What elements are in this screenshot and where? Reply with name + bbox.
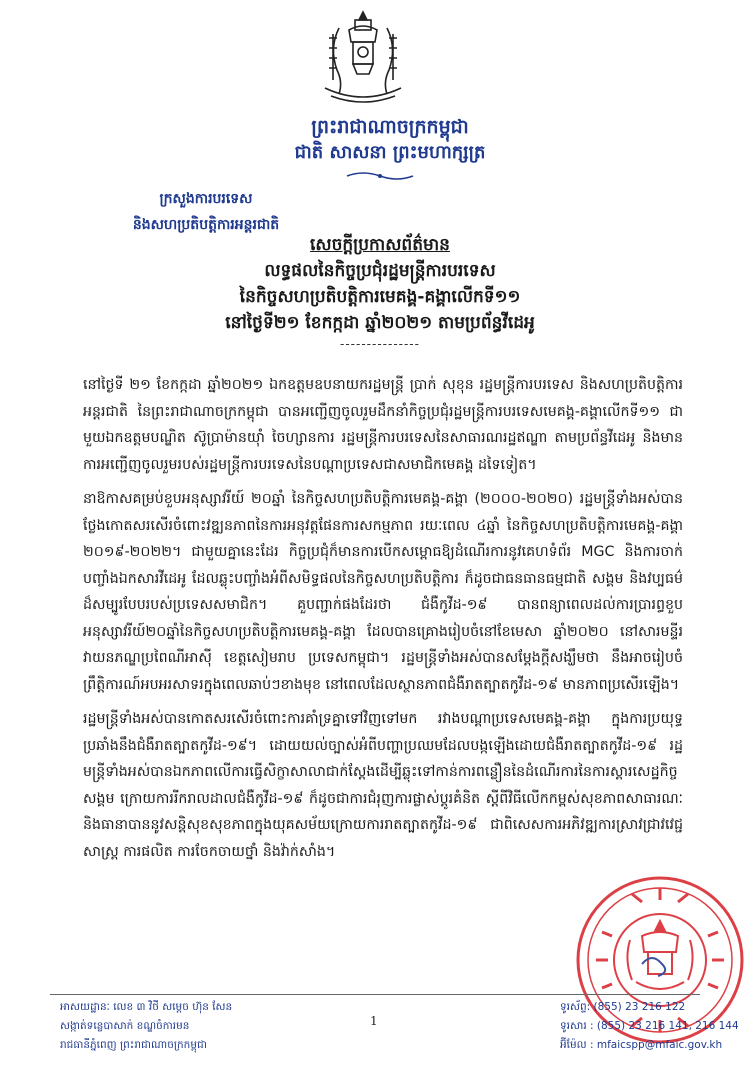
footer-divider [50, 994, 700, 995]
paragraph-1: នៅថ្ងៃទី ២១ ខែកក្កដា ឆ្នាំ២០២១ ឯកឧត្តមឧបនាយករដ្ឋមន្ត្រី ប្រាក់ សុខុន រដ្ឋមន្ត្រីការបរទេស និងសហប្រតិបត្តិការអន្តរជាតិ នៃព្រះរាជាណាចក្រកម្ពុជា បានអញ្ជើញចូលរួមដឹកនាំកិច្ចប្រជុំរដ្ឋមន្ត្រីការបរទេសមេគង្គ-គង្គាលើកទី១១ ជាមួយឯកឧត្តមបណ្ឌិត ស៊ូប្រាម៉ានយ៉ាំ ចៃហ្សានការ រដ្ឋមន្ត្រីការបរទេសនៃសាធារណរដ្ឋឥណ្ឌា តាមប្រព័ន្ធវីដេអូ និងមានការអញ្ជើញចូលរួមរបស់រដ្ឋមន្ត្រីការបរទេសនៃបណ្តាប្រទេសជាសមាជិកមេគង្គ ដទៃទៀត។ [83, 377, 683, 473]
paragraph-3: រដ្ឋមន្ត្រីទាំងអស់បានកោតសរសើរចំពោះការគាំទ្រគ្នាទៅវិញទៅមក រវាងបណ្តាប្រទេសមេគង្គ-គង្គា ក្នុងការប្រយុទ្ធប្រឆាំងនឹងជំងឺរាតត្បាតកូវីដ-១៩។ ដោយយល់ច្បាស់អំពីបញ្ហាប្រឈមដែលបង្កឡើងដោយជំងឺរាតត្បាតកូវីដ-១៩ រដ្ឋមន្ត្រីទាំងអស់បានឯកភាពលើការធ្វើសិក្ខាសាលាជាក់ស្តែងដើម្បីឆ្លុះទៅកាន់ការពន្លឿននៃដំណើរការនៃការស្តារសេដ្ឋកិច្ចសង្គម ក្រោយការរីករាលដាលជំងឺកូវីដ-១៩ ក៏ដូចជាការជំរុញការផ្លាស់ប្តូរគំនិត ស្តីពីវិធីលើកកម្ពស់សុខភាពសាធារណៈ និងធានាបាននូវសន្តិសុខសុខភាពក្នុងយុគសម័យក្រោយការរាតត្បាតកូវីដ-១៩ ជាពិសេសការអភិវឌ្ឍការស្រាវជ្រាវវេជ្ជសាស្ត្រ ការផលិត ការចែកចាយថ្នាំ និងវ៉ាក់សាំង។ [83, 711, 683, 860]
royal-coat-of-arms-icon [303, 8, 423, 108]
address-line-1: លេខ ៣ វិថី សម្តេច ហ៊ុន សែន [113, 1001, 233, 1013]
title-separator: --------------- [340, 337, 420, 351]
kingdom-motto [240, 114, 540, 166]
contact-phone: ទូរស័ព្ទ: (855) 23 216 122 [560, 1001, 686, 1013]
footer-address [60, 998, 360, 1055]
ministry-line-1: ក្រសួងការបរទេស [159, 191, 253, 207]
contact-email: អ៊ីម៉ែល : mfaicspp@mfaic.gov.kh [560, 1039, 723, 1051]
title-line-4: នៅថ្ងៃទី២១ ខែកក្កដា ឆ្នាំ២០២១ តាមប្រព័ន្ធវីដេអូ [225, 313, 535, 333]
title-line-2: លទ្ធផលនៃកិច្ចប្រជុំរដ្ឋមន្ត្រីការបរទេស [264, 261, 496, 281]
body-text [83, 372, 683, 873]
ministry-name [96, 186, 316, 238]
page-number: 1 [370, 1014, 378, 1028]
contact-fax: ទូរសារ : (855) 23 216 141, 216 144 [560, 1020, 739, 1032]
document-title [150, 232, 610, 352]
title-line-3: នៃកិច្ចសហប្រតិបត្តិការមេគង្គ-គង្គាលើកទី១១ [239, 287, 521, 307]
address-label: អាសយដ្ឋានៈ [60, 1001, 110, 1013]
paragraph-2: នាឱកាសគម្រប់ខួបអនុស្សាវរីយ៍ ២០ឆ្នាំ នៃកិច្ចសហប្រតិបត្តិការមេគង្គ-គង្គា (២០០០-២០២០) រដ្ឋមន្ត្រីទាំងអស់បានថ្លែងកោតសរសើរចំពោះវឌ្ឍនភាពនៃការអនុវត្តផែនការសកម្មភាព រយៈពេល ៤ឆ្នាំ នៃកិច្ចសហប្រតិបត្តិការមេគង្គ-គង្គា ២០១៩-២០២២។ ជាមួយគ្នានេះដែរ កិច្ចប្រជុំក៏មានការបើកសម្ពោធឱ្យដំណើរការនូវគេហទំព័រ MGC និងការចាក់បញ្ចាំងឯកសារវីដេអូ ដែលឆ្លុះបញ្ចាំងអំពីសមិទ្ធផលនៃកិច្ចសហប្រតិបត្តិការ ក៏ដូចជាធនធានធម្មជាតិ សង្គម និងវប្បធម៌ដ៏សម្បូរបែបរបស់ប្រទេសសមាជិក។ គួបញ្ជាក់ផងដែរថា ជំងឺកូវីដ-១៩ បានពន្យាពេលដល់ការប្រារព្ធខួបអនុស្សាវរីយ៍២០ឆ្នាំនៃកិច្ចសហប្រតិបត្តិការមេគង្គ-គង្គា ដែលបានគ្រោងរៀបចំនៅខែមេសា ឆ្នាំ២០២០ នៅសារមន្ទីរវាយនភណ្ឌប្រពៃណីអាស៊ី ខេត្តសៀមរាប ប្រទេសកម្ពុជា។ រដ្ឋមន្ត្រីទាំងអស់បានសម្តែងក្តីសង្ឃឹមថា នឹងអាចរៀបចំព្រឹត្តិការណ៍អបអរសាទរក្នុងពេលឆាប់ៗខាងមុខ នៅពេលដែលស្ថានភាពជំងឺរាតត្បាតកូវីដ-១៩ មានភាពប្រសើរឡើង។ [83, 491, 683, 693]
footer-contact [560, 998, 745, 1055]
ministry-line-2: និងសហប្រតិបត្តិការអន្តរជាតិ [132, 217, 280, 233]
address-line-2: សង្កាត់ទន្លេបាសាក់ ខណ្ឌចំការមន [60, 1020, 190, 1032]
address-line-3: រាជធានីភ្នំពេញ ព្រះរាជាណាចក្រកម្ពុជា [60, 1039, 207, 1051]
title-line-1: សេចក្តីប្រកាសព័ត៌មាន [310, 235, 450, 255]
national-motto: ជាតិ សាសនា ព្រះមហាក្សត្រ [294, 142, 486, 163]
kingdom-name: ព្រះរាជាណាចក្រកម្ពុជា [311, 116, 469, 138]
ornament-divider-icon [345, 170, 415, 182]
